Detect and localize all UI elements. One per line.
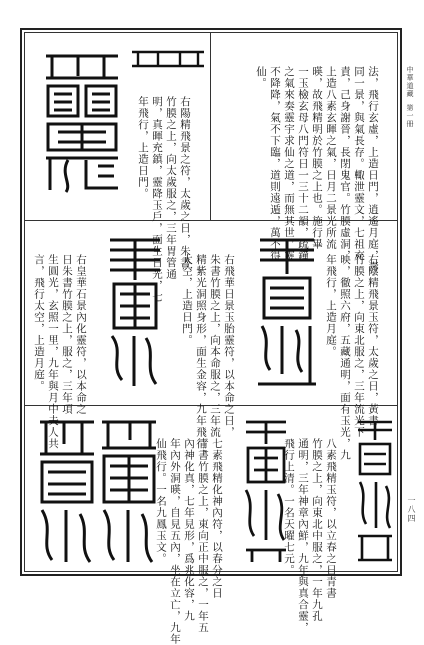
text-column: 竹膜之上，向東北中服之，一年九孔	[311, 438, 323, 622]
page-number: 一八四	[407, 496, 416, 523]
text-column: 不降降，氣不下臨，道則遠遁，萬不得	[269, 66, 281, 262]
text-column: 右陰精飛景玉符，太歲之日，黃書	[367, 254, 379, 427]
talisman-fei-hua-ri-jing	[104, 234, 166, 396]
text-column: 一玉檢玄母八門符日一三十二韻，疏鐘	[297, 66, 309, 262]
text-column: 之氣來奏靈宇求仙之道，而無其世，靈	[283, 66, 295, 262]
text-column: 竹膜之上，向太歲服之，三年胃管通	[165, 96, 177, 280]
talisman-ba-su-fei-jing	[354, 416, 396, 566]
text-column: 映，徹照六府，五藏通明，面有玉光，九	[339, 254, 351, 461]
talisman-yin-jing-fei-jing	[252, 234, 322, 394]
text-column: 內神化真，七年見形，爲兆化容，九	[183, 438, 195, 622]
text-block-bottom-center	[155, 412, 238, 645]
text-column: 竹膜之上，向東北服之，三年流光下	[353, 254, 365, 438]
talisman-qi-su-fei-jing	[240, 416, 292, 566]
text-column: 生圓光，玄照一里，九年與月中夫人共	[47, 254, 59, 450]
text-column: 明，真暉充鎮，靈降玉戶，面生日光，七	[151, 96, 163, 303]
divider-top-center	[210, 32, 211, 220]
text-block-middle-left	[30, 228, 102, 450]
text-column: 八素飛精玉符，以立春之日青書	[325, 438, 337, 599]
text-column: 年內外洞暎，自見五內，坐在立亡，九年	[169, 438, 181, 645]
text-column: 精紫光洞照身形，面生金容，九年飛行，	[195, 254, 207, 461]
talisman-bottom-left	[34, 414, 162, 568]
text-column: 年飛行，上造日門。	[137, 96, 149, 200]
text-column: 飛行上清。一名天曜七元。	[283, 438, 295, 576]
text-column: 暎，故飛精明於竹膜之上也。施行畢	[311, 66, 323, 250]
text-column: 右飛華日景玉胎靈符，以本命之日，	[223, 254, 235, 438]
text-column: 法，飛行玄虛，上造日門，逍遙月庭，壽	[367, 66, 379, 273]
text-column: 日朱書竹膜之上，服之，三年項	[61, 254, 73, 415]
volume-label: 第一冊	[406, 104, 414, 128]
talisman-yang-jing-fei-jing	[38, 48, 126, 198]
running-header	[405, 66, 415, 136]
text-column: 年飛行，上造月庭。	[325, 254, 337, 358]
text-column: 責，己身謝晉，長閉鬼官。竹膜虛洞，	[339, 66, 351, 262]
text-column: 仙。	[255, 66, 267, 89]
text-column: 右皇華石景內化靈符，以本命之	[75, 254, 87, 415]
text-column: 青書竹膜之上，東向正中服之，一年五	[197, 438, 209, 634]
text-column: 朱書竹膜之上，向本命服之，三年流	[209, 254, 221, 438]
text-column: 上造八素玄暉之氣，日月二景光所流	[325, 66, 337, 250]
text-column: 太空，上造日門。	[181, 254, 193, 346]
text-column: 通明，三年神章內鮮，九年與真合靈，	[297, 438, 309, 634]
text-column: 言，飛行太空，上造月庭。	[33, 254, 45, 392]
text-column: 右陽精飛景之符，太歲之日，朱書	[179, 96, 191, 269]
text-block-top-right	[220, 40, 394, 273]
text-block-middle-center	[168, 228, 250, 461]
text-column: 七素飛精化神內符，以春分之日	[211, 438, 223, 599]
text-column: 仙飛行。一名九鳳玉文。	[155, 438, 167, 565]
book-title: 中華道藏	[406, 66, 414, 98]
text-block-middle-right	[325, 228, 394, 461]
text-block-bottom-right	[283, 412, 352, 634]
talisman-header-small	[128, 48, 208, 68]
text-column: 同一景，與氣長存。輙泄靈文，七祖充	[353, 66, 365, 262]
